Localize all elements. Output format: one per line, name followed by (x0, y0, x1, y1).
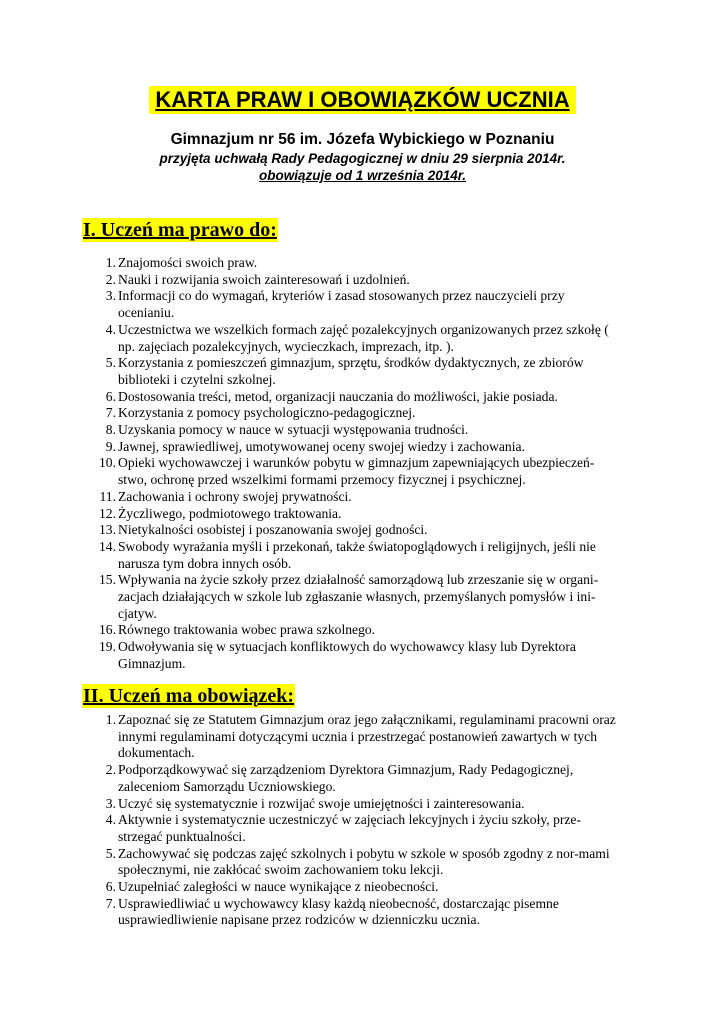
document-title: KARTA PRAW I OBOWIĄZKÓW UCZNIA (149, 86, 575, 114)
list-item-text: Dostosowania treści, metod, organizacji nauczania do możliwości, jakie posiada. (118, 388, 558, 404)
list-item-text: Zapoznać się ze Statutem Gimnazjum oraz jego załącznikami, regulaminami pracowni oraz innymi regulaminami dotyczącymi ucznia i przestrzegać postanowień zawartych w tych dokumentach. (118, 712, 616, 761)
list-item (0, 422, 618, 439)
list-item-text: Wpływania na życie szkoły przez działalność samorządową lub zrzeszanie się w organi-zacjach działających w szkole lub zgłaszanie własnych, przemyślanych pomysłów i ini-cjatyw. (118, 572, 599, 621)
title-block (0, 86, 725, 114)
list-item-text: Podporządkowywać się zarządzeniom Dyrektora Gimnazjum, Rady Pedagogicznej, zaleceniom Samorządu Uczniowskiego. (118, 762, 574, 794)
section-rights-heading: I. Uczeń ma prawo do: (83, 219, 277, 241)
list-item-text: Nietykalności osobistej i poszanowania swojej godności. (118, 522, 428, 538)
list-item (0, 522, 618, 539)
list-item-number: 14. (99, 538, 116, 554)
list-item-text: Życzliwego, podmiotowego traktowania. (118, 505, 342, 521)
list-item-number: 10. (99, 455, 116, 471)
list-item-text: Zachowania i ochrony swojej prywatności. (118, 488, 352, 504)
school-name: Gimnazjum nr 56 im. Józefa Wybickiego w Poznaniu (170, 131, 555, 148)
duties-list (0, 712, 618, 929)
adoption-note: przyjęta uchwałą Rady Pedagogicznej w dniu 29 sierpnia 2014r. (159, 151, 566, 166)
list-item-number: 7. (105, 895, 116, 911)
list-item (0, 355, 618, 388)
list-item-number: 15. (99, 572, 116, 588)
list-item (0, 896, 618, 929)
list-item (0, 879, 618, 896)
list-item (0, 762, 618, 795)
list-item (0, 712, 618, 762)
list-item (0, 322, 618, 355)
list-item (0, 846, 618, 879)
list-item-number: 6. (105, 388, 116, 404)
list-item-text: Informacji co do wymagań, kryteriów i zasad stosowanych przez nauczycieli przy ocenianiu. (118, 288, 565, 321)
list-item-text: Opieki wychowawczej i warunków pobytu w gimnazjum zapewniających ubezpieczeń-stwo, ochronę przed wszelkimi formami przemocy fizycznej i psychicznej. (118, 455, 595, 488)
list-item-number: 8. (105, 422, 116, 438)
list-item (0, 272, 618, 289)
list-item-number: 2. (105, 271, 116, 287)
effective-date: obowiązuje od 1 września 2014r. (258, 168, 467, 183)
list-item-number: 4. (105, 812, 116, 828)
list-item-text: Jawnej, sprawiedliwej, umotywowanej oceny swojej wiedzy i zachowania. (118, 438, 525, 454)
list-item-number: 5. (105, 845, 116, 861)
list-item-text: Znajomości swoich praw. (118, 255, 258, 270)
list-item-text: Równego traktowania wobec prawa szkolnego. (118, 622, 376, 638)
list-item (0, 506, 618, 523)
list-item (0, 405, 618, 422)
list-item-number: 6. (105, 879, 116, 895)
list-item-number: 12. (99, 505, 116, 521)
list-item-number: 7. (105, 405, 116, 421)
list-item (0, 455, 618, 488)
list-item-text: Uzyskania pomocy w nauce w sytuacji występowania trudności. (118, 422, 469, 438)
list-item-number: 19. (99, 639, 116, 655)
list-item-text: Uczyć się systematycznie i rozwijać swoje umiejętności i zainteresowania. (118, 795, 525, 811)
list-item (0, 572, 618, 622)
list-item-text: Swobody wyrażania myśli i przekonań, także światopoglądowych i religijnych, jeśli nie narusza tym dobra innych osób. (118, 538, 596, 571)
list-item-number: 16. (99, 622, 116, 638)
list-item-text: Aktywnie i systematycznie uczestniczyć w zajęciach lekcyjnych i życiu szkoły, prze-strzegać punktualności. (118, 812, 581, 844)
section-duties-heading: II. Uczeń ma obowiązek: (83, 685, 295, 707)
list-item-text: Usprawiedliwiać u wychowawcy klasy każdą nieobecność, dostarczając pisemne usprawiedliwienie napisane przez rodziców w dzienniczku ucznia. (118, 895, 559, 928)
list-item-number: 3. (105, 795, 116, 811)
list-item (0, 639, 618, 672)
list-item-number: 1. (105, 712, 116, 727)
rights-list (0, 255, 618, 673)
list-item-number: 3. (105, 288, 116, 304)
list-item (0, 812, 618, 845)
list-item-text: Odwoływania się w sytuacjach konfliktowych do wychowawcy klasy lub Dyrektora Gimnazjum. (118, 639, 576, 671)
list-item-number: 13. (99, 522, 116, 538)
list-item-text: Uzupełniać zaległości w nauce wynikające z nieobecności. (118, 879, 439, 895)
list-item-text: Korzystania z pomieszczeń gimnazjum, sprzętu, środków dydaktycznych, ze zbiorów biblioteki i czytelni szkolnej. (118, 355, 584, 387)
list-item (0, 539, 618, 572)
list-item-number: 5. (105, 355, 116, 371)
list-item-number: 11. (99, 488, 116, 504)
list-item-text: Korzystania z pomocy psychologiczno-pedagogicznej. (118, 405, 416, 421)
list-item-number: 1. (105, 255, 116, 270)
list-item (0, 288, 618, 321)
list-item (0, 439, 618, 456)
list-item-text: Uczestnictwa we wszelkich formach zajęć pozalekcyjnych organizowanych przez szkołę ( np. zajęciach pozalekcyjnych, wycieczkach, imprezach, itp. ). (118, 321, 609, 354)
list-item (0, 489, 618, 506)
list-item-number: 4. (105, 321, 116, 337)
list-item-number: 2. (105, 762, 116, 778)
list-item-text: Zachowywać się podczas zajęć szkolnych i pobytu w szkole w sposób zgodny z nor-mami społecznymi, nie zakłócać swoim zachowaniem toku lekcji. (118, 845, 610, 878)
list-item-number: 9. (105, 438, 116, 454)
list-item (0, 255, 618, 272)
list-item-text: Nauki i rozwijania swoich zainteresowań i uzdolnień. (118, 271, 410, 287)
list-item (0, 389, 618, 406)
list-item (0, 622, 618, 639)
list-item (0, 796, 618, 813)
